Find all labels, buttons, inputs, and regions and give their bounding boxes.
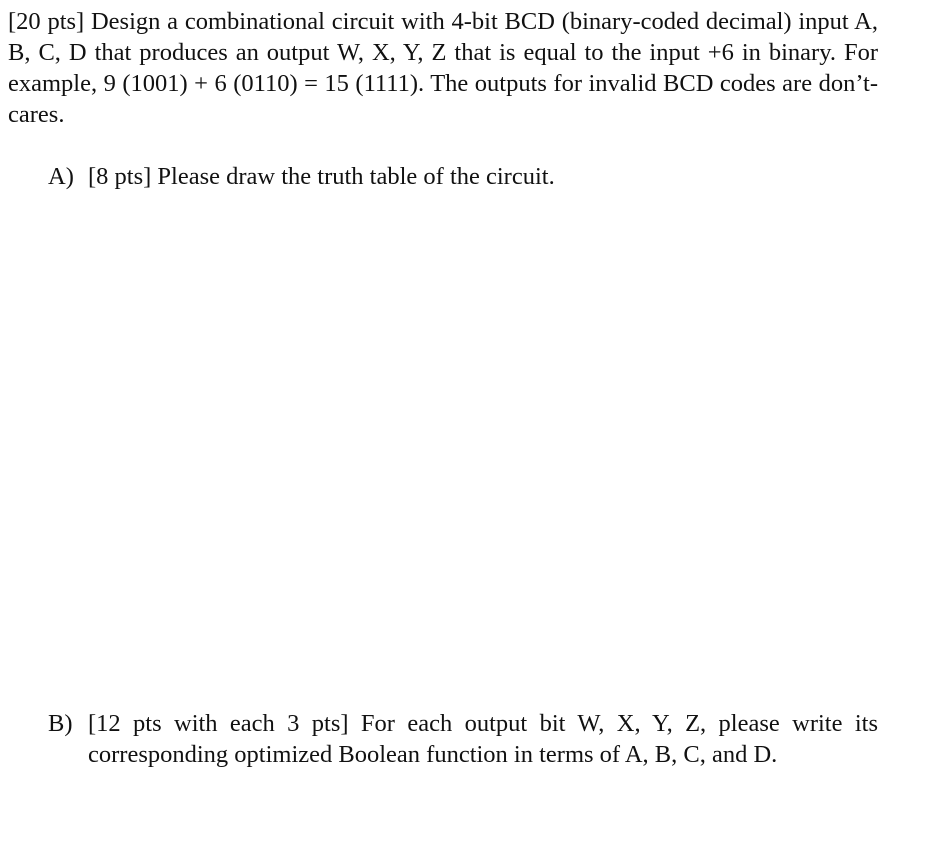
part-a — [48, 161, 878, 192]
problem-statement: [20 pts] Design a combinational circuit with 4-bit BCD (binary-coded decimal) input A, B, C, D that produces an output W, X, Y, Z that is equal to the input +6 in binary. For example, 9 (1001) + 6 (0110) = 15 (1111). The outputs for invalid BCD codes are don’t-cares. — [8, 8, 878, 128]
answer-space-a — [48, 200, 878, 690]
part-a-text: [8 pts] Please draw the truth table of the circuit. — [88, 163, 555, 190]
part-a-label: A) — [48, 163, 74, 190]
part-b — [48, 708, 878, 770]
part-b-label: B) — [48, 710, 73, 737]
part-b-text: [12 pts with each 3 pts] For each output bit W, X, Y, Z, please write its corresponding optimized Boolean function in terms of A, B, C, and D. — [88, 710, 878, 768]
